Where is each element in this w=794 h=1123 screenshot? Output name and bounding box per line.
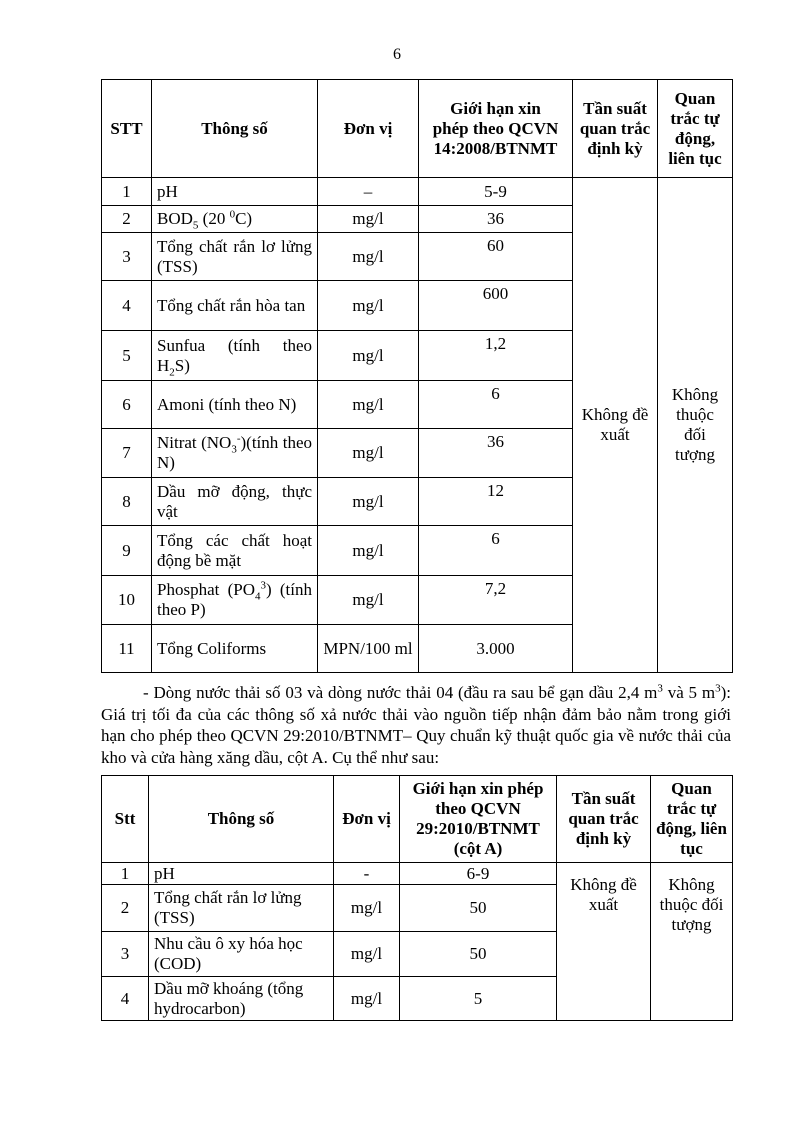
cell-param: Amoni (tính theo N) — [152, 381, 318, 429]
cell-param — [152, 331, 318, 381]
cell-stt: 2 — [102, 206, 152, 233]
cell-param: Tổng chất rắn lơ lửng (TSS) — [149, 885, 334, 932]
cell-limit: 12 — [419, 478, 573, 526]
paragraph-text: - Dòng nước thải số 03 và dòng nước thải 04 (đầu ra sau bể gạn dầu 2,4 m — [143, 683, 658, 702]
cell-param: Nhu cầu ô xy hóa học (COD) — [149, 932, 334, 977]
cell-auto-merged — [651, 863, 733, 1021]
cell-stt: 2 — [102, 885, 149, 932]
table-qcvn-29 — [101, 775, 733, 1021]
cell-limit: 36 — [419, 429, 573, 478]
cell-param: pH — [149, 863, 334, 885]
cell-limit: 3.000 — [419, 625, 573, 673]
cell-unit: mg/l — [334, 932, 400, 977]
param-subscript: 5 — [192, 219, 199, 232]
cell-unit: mg/l — [334, 885, 400, 932]
param-text: ) (tính theo P) — [157, 580, 312, 619]
param-superscript: 0 — [229, 208, 236, 221]
header-limit: Giới hạn xin phép theo QCVN 14:2008/BTNMT — [419, 80, 573, 178]
cell-param — [152, 429, 318, 478]
cell-limit: 6-9 — [400, 863, 557, 885]
cell-param: pH — [152, 178, 318, 206]
cell-limit: 36 — [419, 206, 573, 233]
paragraph-superscript: 3 — [715, 682, 721, 695]
cell-unit: mg/l — [318, 526, 419, 576]
cell-stt: 11 — [102, 625, 152, 673]
param-text: (20 — [198, 209, 230, 228]
cell-limit: 50 — [400, 885, 557, 932]
header-stt: Stt — [102, 776, 149, 863]
param-text: Phosphat (PO — [157, 580, 255, 599]
cell-unit: mg/l — [318, 478, 419, 526]
freq-value: Không đề xuất — [570, 875, 637, 914]
cell-unit: - — [334, 863, 400, 885]
cell-limit: 60 — [419, 233, 573, 281]
table-qcvn-14 — [101, 79, 733, 673]
param-superscript: 3 — [260, 579, 266, 592]
cell-param: Tổng các chất hoạt động bề mặt — [152, 526, 318, 576]
header-auto: Quan trắc tự động, liên tục — [651, 776, 733, 863]
cell-stt: 9 — [102, 526, 152, 576]
cell-stt: 3 — [102, 233, 152, 281]
cell-unit: mg/l — [318, 429, 419, 478]
page-number: 6 — [393, 46, 401, 63]
header-param: Thông số — [152, 80, 318, 178]
cell-auto-merged — [658, 178, 733, 673]
cell-limit: 6 — [419, 381, 573, 429]
cell-stt: 10 — [102, 576, 152, 625]
cell-limit: 6 — [419, 526, 573, 576]
table-header-row — [102, 80, 733, 178]
cell-param: Dầu mỡ động, thực vật — [152, 478, 318, 526]
cell-param: Tổng chất rắn lơ lửng (TSS) — [152, 233, 318, 281]
cell-stt: 1 — [102, 863, 149, 885]
cell-stt: 8 — [102, 478, 152, 526]
paragraph-text: ): Giá trị tối đa của các thông số xả nước thải vào nguồn tiếp nhận đảm bảo nằm trong giới hạn cho phép theo QCVN 29:2010/BTNMT– Quy chuẩn kỹ thuật quốc gia về nước thải của kho và cửa hàng xăng dầu, cột A. Cụ thể như sau: — [101, 683, 731, 767]
auto-value: Không thuộc đối tượng — [659, 875, 724, 934]
header-limit: Giới hạn xin phép theo QCVN 29:2010/BTNMT (cột A) — [400, 776, 557, 863]
cell-stt: 1 — [102, 178, 152, 206]
cell-freq-merged — [573, 178, 658, 673]
cell-unit: mg/l — [334, 977, 400, 1021]
param-text: C) — [235, 209, 253, 228]
header-stt: STT — [102, 80, 152, 178]
param-subscript: 3 — [231, 443, 237, 456]
cell-param — [152, 576, 318, 625]
cell-unit: mg/l — [318, 331, 419, 381]
header-param: Thông số — [149, 776, 334, 863]
header-unit: Đơn vị — [334, 776, 400, 863]
table-row — [102, 863, 733, 885]
cell-freq-merged — [557, 863, 651, 1021]
cell-limit: 1,2 — [419, 331, 573, 381]
cell-stt: 4 — [102, 281, 152, 331]
param-text: Sunfua (tính theo H — [157, 335, 312, 375]
cell-param: Dầu mỡ khoáng (tổng hydrocarbon) — [149, 977, 334, 1021]
header-freq: Tần suất quan trắc định kỳ — [557, 776, 651, 863]
cell-limit: 50 — [400, 932, 557, 977]
cell-param — [152, 206, 318, 233]
param-superscript: - — [236, 432, 241, 445]
cell-limit: 600 — [419, 281, 573, 331]
param-subscript: 2 — [169, 365, 175, 378]
auto-value: Không thuộc đối tượng — [671, 385, 719, 464]
body-paragraph — [101, 682, 731, 768]
param-text: )(tính theo N) — [157, 433, 312, 472]
cell-unit: mg/l — [318, 381, 419, 429]
cell-unit: mg/l — [318, 281, 419, 331]
freq-value: Không đề xuất — [581, 405, 649, 444]
cell-unit: mg/l — [318, 233, 419, 281]
paragraph-superscript: 3 — [657, 682, 663, 695]
param-text: BOD — [157, 209, 193, 228]
cell-stt: 5 — [102, 331, 152, 381]
cell-stt: 7 — [102, 429, 152, 478]
cell-limit: 5-9 — [419, 178, 573, 206]
cell-stt: 6 — [102, 381, 152, 429]
cell-limit: 5 — [400, 977, 557, 1021]
cell-param: Tổng Coliforms — [152, 625, 318, 673]
table-header-row — [102, 776, 733, 863]
cell-unit: mg/l — [318, 206, 419, 233]
cell-limit: 7,2 — [419, 576, 573, 625]
cell-unit: – — [318, 178, 419, 206]
header-freq: Tần suất quan trắc định kỳ — [573, 80, 658, 178]
table-row — [102, 178, 733, 206]
header-auto: Quan trắc tự động, liên tục — [658, 80, 733, 178]
cell-param: Tổng chất rắn hòa tan — [152, 281, 318, 331]
cell-unit: MPN/100 ml — [318, 625, 419, 673]
param-subscript: 4 — [254, 590, 261, 603]
header-unit: Đơn vị — [318, 80, 419, 178]
paragraph-text: và 5 m — [662, 683, 716, 702]
param-text: S) — [174, 355, 190, 375]
param-text: Nitrat (NO — [157, 433, 232, 452]
cell-unit: mg/l — [318, 576, 419, 625]
cell-stt: 3 — [102, 932, 149, 977]
cell-stt: 4 — [102, 977, 149, 1021]
